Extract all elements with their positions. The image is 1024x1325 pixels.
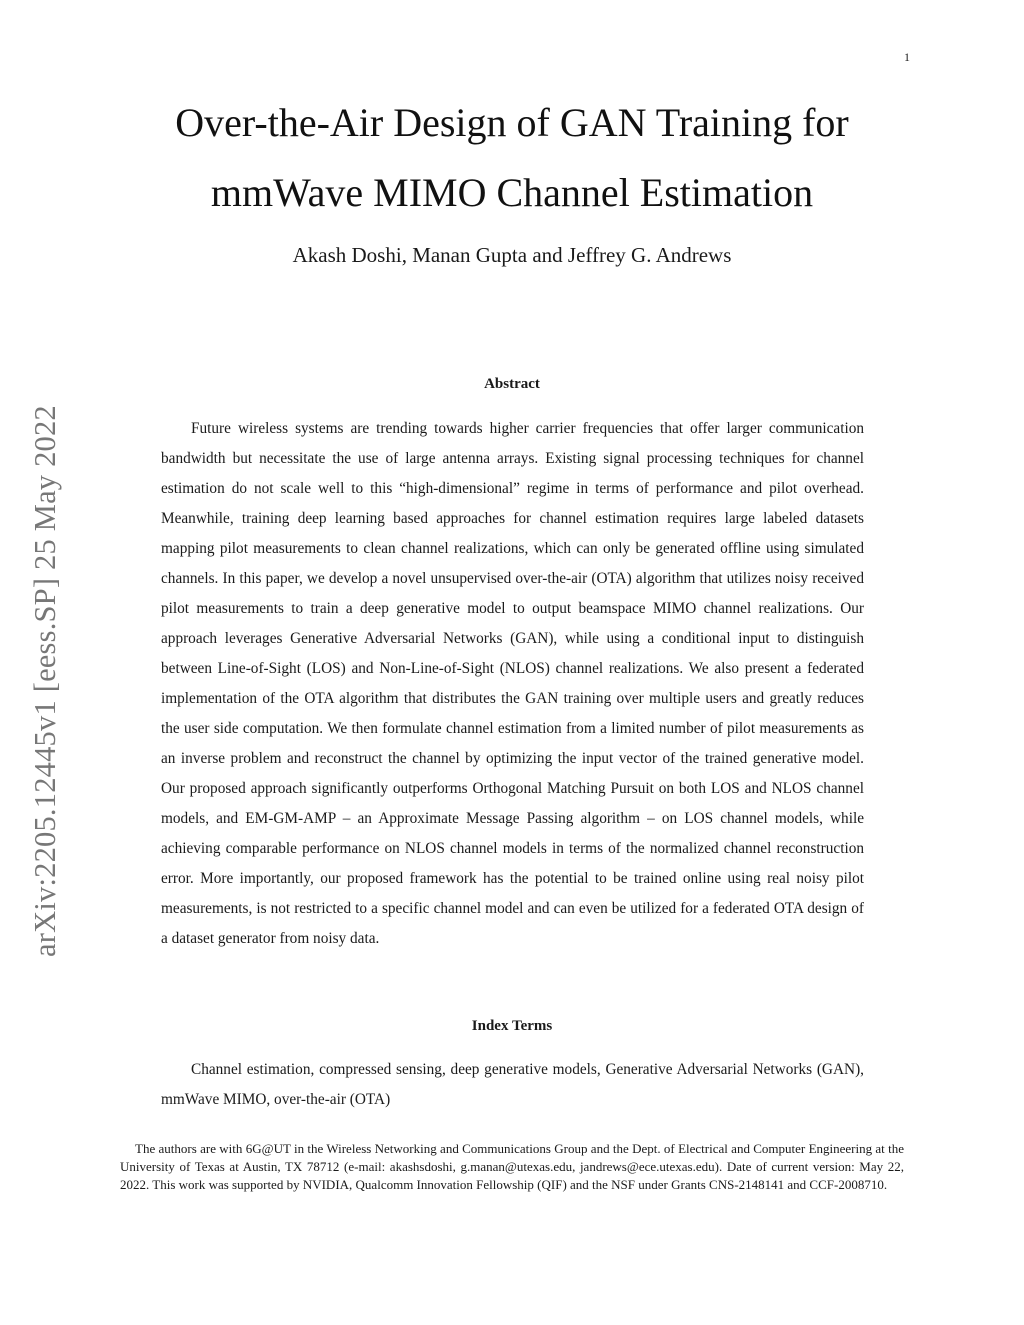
paper-title xyxy=(112,88,912,228)
paper-title-line-2: mmWave MIMO Channel Estimation xyxy=(210,170,814,215)
abstract-heading: Abstract xyxy=(484,376,540,392)
author-list: Akash Doshi, Manan Gupta and Jeffrey G. Andrews xyxy=(292,243,732,267)
arxiv-identifier-stamp xyxy=(26,342,64,957)
arxiv-identifier-text: arXiv:2205.12445v1 [eess.SP] 25 May 2022 xyxy=(28,405,62,957)
author-affiliation-footnote: The authors are with 6G@UT in the Wireless Networking and Communications Group and the Dept. of Electrical and Computer Engineering at the University of Texas at Austin, TX 78712 (e-mail: akashsdoshi, g.manan@utexas.edu, jandrews@ece.utexas.edu). Date of current version: May 22, 2022. This work was supported by NVIDIA, Qualcomm Innovation Fellowship (QIF) and the NSF under Grants CNS-2148141 and CCF-2008710. xyxy=(120,1141,904,1192)
abstract-text: Future wireless systems are trending towards higher carrier frequencies that offer larger communication bandwidth but necessitate the use of large antenna arrays. Existing signal processing techniques for channel estimation do not scale well to this “high-dimensional” regime in terms of performance and pilot overhead. Meanwhile, training deep learning based approaches for channel estimation requires large labeled datasets mapping pilot measurements to clean channel realizations, which can only be generated offline using simulated channels. In this paper, we develop a novel unsupervised over-the-air (OTA) algorithm that utilizes noisy received pilot measurements to train a deep generative model to output beamspace MIMO channel realizations. Our approach leverages Generative Adversarial Networks (GAN), while using a conditional input to distinguish between Line-of-Sight (LOS) and Non-Line-of-Sight (NLOS) channel realizations. We also present a federated implementation of the OTA algorithm that distributes the GAN training over multiple users and greatly reduces the user side computation. We then formulate channel estimation from a limited number of pilot measurements as an inverse problem and reconstruct the channel by optimizing the input vector of the trained generative model. Our proposed approach significantly outperforms Orthogonal Matching Pursuit on both LOS and NLOS channel models, and EM-GM-AMP – an Approximate Message Passing algorithm – on LOS channel models, while achieving comparable performance on NLOS channel models in terms of the normalized channel reconstruction error. More importantly, our proposed framework has the potential to be trained online using real noisy pilot measurements, is not restricted to a specific channel model and can even be utilized for a federated OTA design of a dataset generator from noisy data. xyxy=(161,420,864,947)
paper-title-line-1: Over-the-Air Design of GAN Training for xyxy=(175,100,849,145)
index-terms-heading: Index Terms xyxy=(471,1018,553,1034)
index-terms-text: Channel estimation, compressed sensing, deep generative models, Generative Adversarial Networks (GAN), mmWave MIMO, over-the-air (OTA) xyxy=(161,1061,864,1108)
page-number: 1 xyxy=(904,50,910,64)
